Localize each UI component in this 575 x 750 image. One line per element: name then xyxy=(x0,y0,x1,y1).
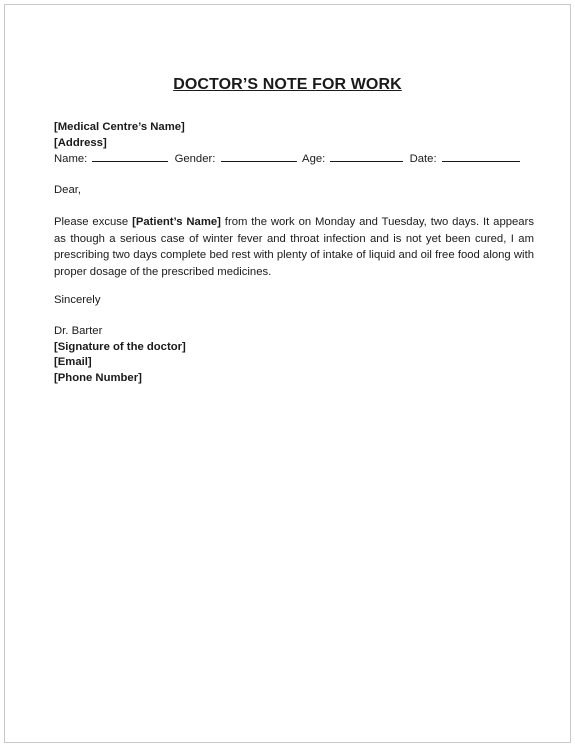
patient-fields-line xyxy=(54,151,534,168)
gender-label: Gender: xyxy=(174,153,216,165)
signature-block xyxy=(54,324,534,386)
document-page xyxy=(4,4,571,743)
document-title: DOCTOR’S NOTE FOR WORK xyxy=(173,76,402,93)
body-text-part1: Please excuse xyxy=(54,216,133,228)
age-label: Age: xyxy=(302,153,326,165)
date-blank xyxy=(442,151,520,162)
doctor-name: Dr. Barter xyxy=(54,325,103,337)
body-paragraph xyxy=(54,214,534,280)
phone-placeholder: [Phone Number] xyxy=(54,371,142,384)
letter-header xyxy=(54,120,534,168)
patient-name-placeholder: [Patient’s Name] xyxy=(132,216,221,228)
email-placeholder: [Email] xyxy=(54,356,92,368)
salutation: Dear, xyxy=(54,184,82,196)
name-blank xyxy=(92,151,168,162)
medical-centre-name: [Medical Centre’s Name] xyxy=(54,121,185,133)
signature-placeholder: [Signature of the doctor] xyxy=(54,340,186,353)
name-label: Name: xyxy=(54,153,88,165)
gender-blank xyxy=(221,151,297,162)
date-label: Date: xyxy=(409,153,437,165)
age-blank xyxy=(330,151,403,162)
body-text-part2: from the work on Monday and Tuesday, two days. It appears as though a serious case of winter fever and throat infection and is not yet been cured, I am prescribing two days complete bed rest with plenty of intake of liquid and oil free food along with proper dosage of the prescribed medicines. xyxy=(54,216,534,278)
address: [Address] xyxy=(54,136,107,149)
closing: Sincerely xyxy=(54,294,101,306)
